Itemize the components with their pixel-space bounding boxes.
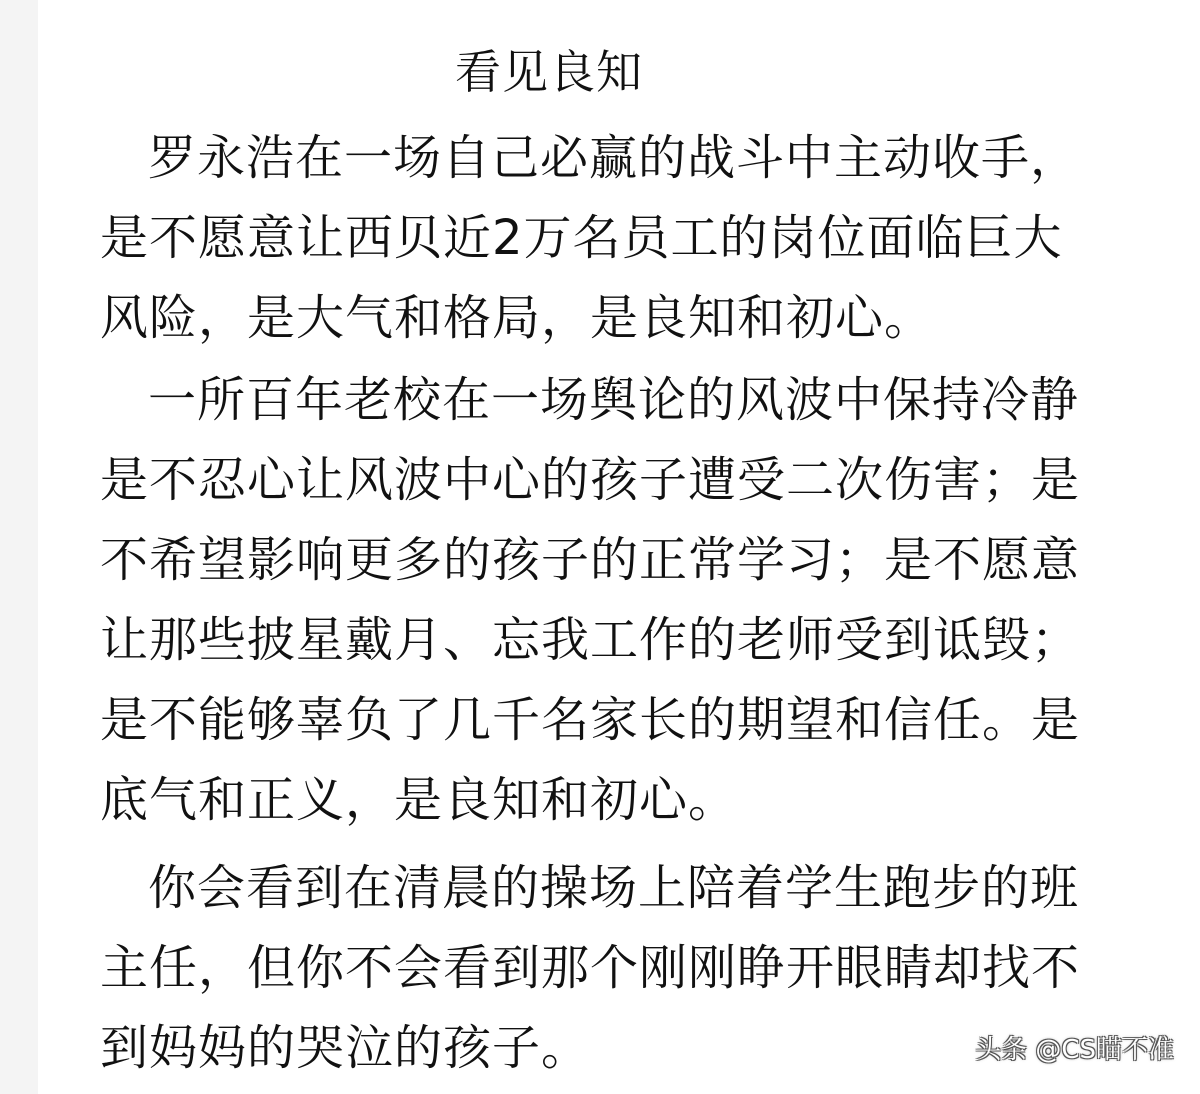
left-margin-strip bbox=[0, 0, 38, 1094]
paragraph-3-line-1: 你会看到在清晨的操场上陪着学生跑步的班 bbox=[148, 860, 1080, 916]
paragraph-2-line-1: 一所百年老校在一场舆论的风波中保持冷静 bbox=[148, 372, 1080, 428]
paragraph-2-line-4: 让那些披星戴月、忘我工作的老师受到诋毁； bbox=[100, 612, 1081, 668]
paragraph-1-line-3: 风险，是大气和格局，是良知和初心。 bbox=[100, 290, 934, 346]
article-page bbox=[100, 0, 1100, 1094]
paragraph-1-line-2: 是不愿意让西贝近2万名员工的岗位面临巨大 bbox=[100, 210, 1063, 266]
paragraph-2-line-2: 是不忍心让风波中心的孩子遭受二次伤害；是 bbox=[100, 452, 1081, 508]
watermark: 头条 @CS瞄不准 bbox=[975, 1035, 1174, 1065]
paragraph-2-line-5: 是不能够辜负了几千名家长的期望和信任。是 bbox=[100, 692, 1081, 748]
paragraph-3-line-2: 主任，但你不会看到那个刚刚睁开眼睛却找不 bbox=[100, 940, 1081, 996]
article-title: 看见良知 bbox=[455, 45, 643, 99]
paragraph-3-line-3: 到妈妈的哭泣的孩子。 bbox=[100, 1020, 591, 1076]
paragraph-2-line-3: 不希望影响更多的孩子的正常学习；是不愿意 bbox=[100, 532, 1081, 588]
paragraph-2-line-6: 底气和正义，是良知和初心。 bbox=[100, 772, 738, 828]
paragraph-1-line-1: 罗永浩在一场自己必赢的战斗中主动收手， bbox=[148, 130, 1080, 186]
